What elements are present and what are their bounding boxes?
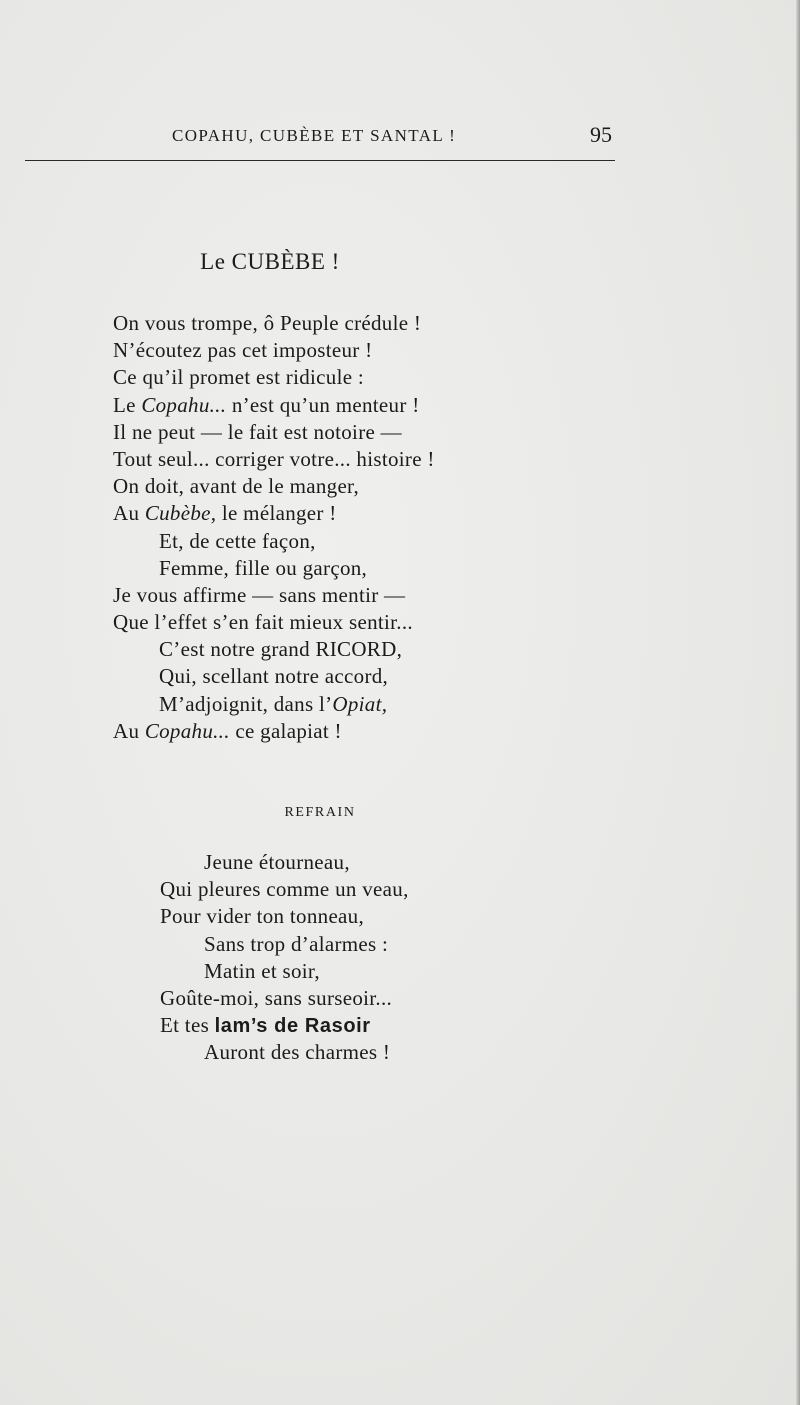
- verse-text: Sans trop d’alarmes :: [204, 931, 389, 956]
- verse-line: [113, 663, 435, 690]
- verse-line: [113, 337, 435, 364]
- verse-line: [113, 582, 435, 609]
- verse-line: [160, 931, 409, 958]
- verse-line: [160, 849, 409, 876]
- verse-text: Et tes: [160, 1013, 215, 1038]
- verse-italic-text: Copahu...: [141, 392, 227, 417]
- verse-line: [113, 419, 435, 446]
- verse-text: Femme, fille ou garçon,: [159, 555, 368, 580]
- verse-bold-text: lam’s de Rasoir: [214, 1015, 371, 1038]
- page-number: 95: [590, 122, 612, 147]
- verse-line: [113, 718, 435, 745]
- verse-line: [160, 985, 409, 1012]
- stanza-main: [113, 310, 435, 745]
- running-title: COPAHU, CUBÈBE ET SANTAL !: [172, 126, 457, 145]
- verse-line: [113, 392, 435, 419]
- verse-line: [160, 1012, 409, 1039]
- verse-text: Et, de cette façon,: [159, 528, 316, 553]
- verse-text: On doit, avant de le manger,: [113, 474, 360, 499]
- verse-line: [113, 364, 435, 391]
- verse-line: [113, 500, 435, 527]
- verse-text: C’est notre grand RICORD,: [159, 637, 403, 662]
- verse-italic-text: Opiat,: [332, 691, 388, 716]
- verse-text: Goûte-moi, sans surseoir...: [160, 985, 393, 1010]
- verse-text: Le: [113, 392, 142, 417]
- verse-text: Jeune étourneau,: [204, 850, 350, 874]
- verse-text: Au: [113, 718, 145, 743]
- verse-line: [113, 691, 435, 718]
- verse-text: Au: [113, 501, 145, 526]
- verse-text: N’écoutez pas cet imposteur !: [113, 338, 373, 363]
- verse-line: [113, 473, 435, 500]
- verse-text: Ce qu’il promet est ridicule :: [113, 365, 365, 390]
- verse-line: [160, 1039, 409, 1066]
- verse-line: [113, 555, 435, 582]
- verse-line: [113, 609, 435, 636]
- verse-text: Tout seul... corriger votre... histoire !: [113, 446, 435, 471]
- verse-text: Qui, scellant notre accord,: [159, 664, 389, 689]
- verse-line: [113, 528, 435, 555]
- verse-line: [160, 958, 409, 985]
- verse-line: [113, 446, 435, 473]
- running-head: [0, 122, 800, 156]
- verse-text: Que l’effet s’en fait mieux sentir...: [113, 610, 413, 635]
- verse-text: Qui pleures comme un veau,: [160, 877, 409, 902]
- verse-italic-text: Cubèbe,: [144, 501, 217, 526]
- verse-text: Je vous affirme — sans mentir —: [113, 582, 406, 607]
- verse-text: le mélanger !: [216, 501, 337, 526]
- verse-line: [113, 310, 435, 337]
- refrain-label: REFRAIN: [284, 805, 356, 820]
- verse-text: Matin et soir,: [204, 958, 320, 983]
- verse-text: n’est qu’un menteur !: [226, 392, 420, 417]
- verse-text: Il ne peut — le fait est notoire —: [113, 419, 402, 444]
- verse-text: On vous trompe, ô Peuple crédule !: [113, 311, 422, 335]
- page-edge-shadow: [796, 0, 800, 1405]
- verse-line: [113, 636, 435, 663]
- verse-text: ce galapiat !: [229, 718, 342, 743]
- verse-text: Pour vider ton tonneau,: [160, 904, 365, 929]
- poem-title: Le CUBÈBE !: [200, 249, 340, 274]
- verse-italic-text: Copahu...: [144, 718, 230, 743]
- verse-text: Auront des charmes !: [204, 1040, 391, 1065]
- header-rule: [25, 160, 615, 161]
- verse-line: [160, 876, 409, 903]
- verse-text: M’adjoignit, dans l’: [159, 691, 333, 716]
- stanza-refrain: [160, 849, 409, 1067]
- verse-line: [160, 903, 409, 930]
